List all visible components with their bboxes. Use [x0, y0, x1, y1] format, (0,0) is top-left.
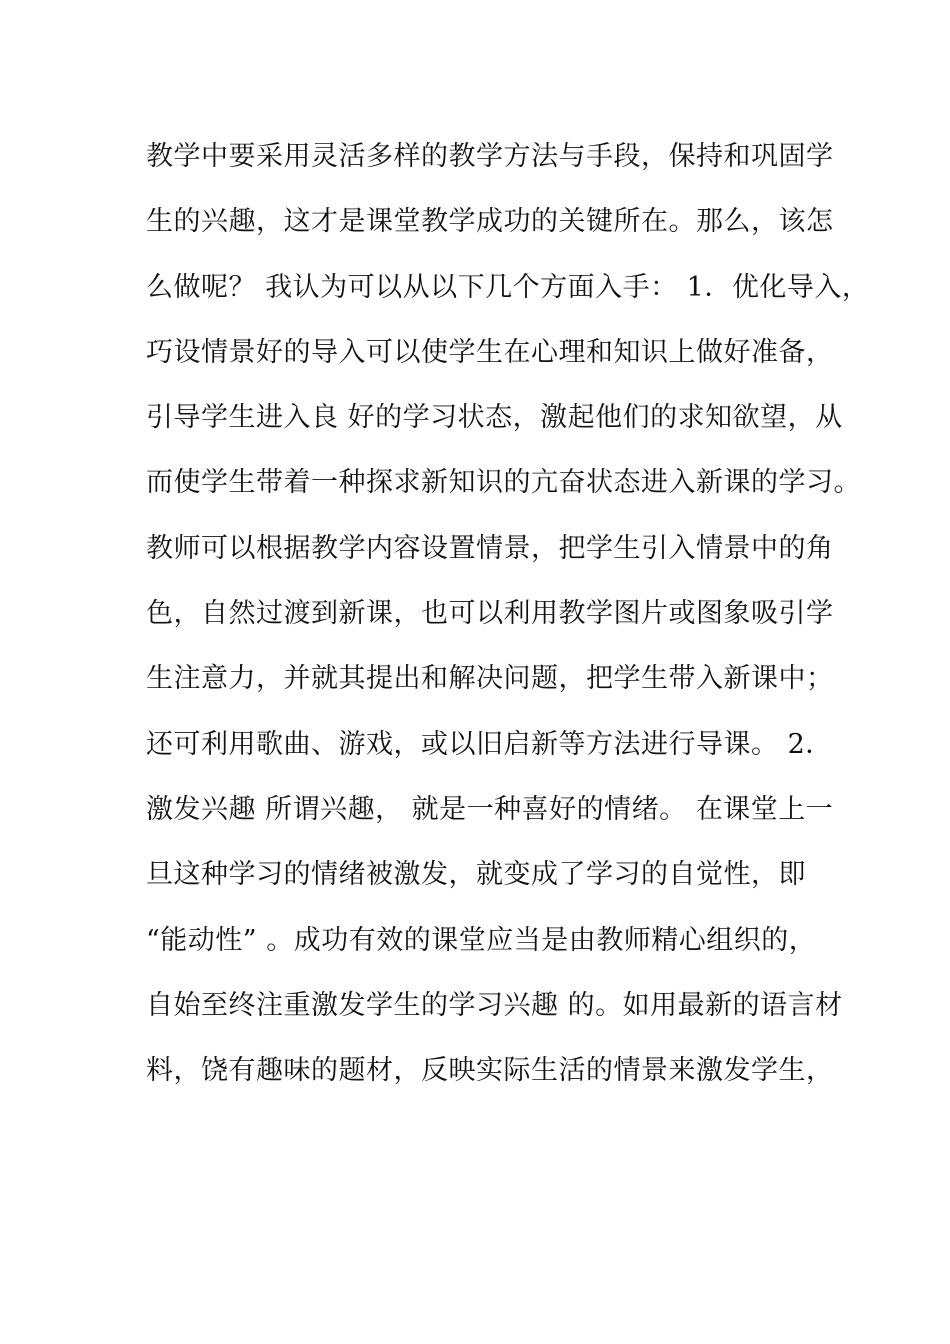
text-line: 教学中要采用灵活多样的教学方法与手段，保持和巩固学 [146, 141, 834, 172]
text-line: 教师可以根据教学内容设置情景，把学生引入情景中的角 [146, 532, 834, 564]
text-line: 色，自然过渡到新课，也可以利用教学图片或图象吸引学 [146, 598, 834, 630]
text-line: 引导学生进入良 好的学习状态，激起他们的求知欲望，从 [146, 402, 843, 434]
text-line: 而使学生带着一种探求新知识的亢奋状态进入新课的学习。 [146, 467, 861, 499]
text-line: 么做呢？ 我认为可以从以下几个方面入手： 1．优化导入， [146, 271, 870, 303]
text-line: 巧设情景好的导入可以使学生在心理和知识上做好准备， [146, 336, 834, 368]
text-line: 生的兴趣，这才是课堂教学成功的关键所在。那么，该怎 [146, 206, 834, 238]
text-line: 旦这种学习的情绪被激发，就变成了学习的自觉性，即 [146, 859, 806, 891]
text-line: “能动性” 。成功有效的课堂应当是由教师精心组织的， [146, 924, 817, 956]
text-line: 激发兴趣 所谓兴趣， 就是一种喜好的情绪。 在课堂上一 [146, 793, 834, 825]
text-line: 料，饶有趣味的题材，反映实际生活的情景来激发学生， [146, 1055, 834, 1087]
text-line: 生注意力，并就其提出和解决问题，把学生带入新课中； [146, 663, 834, 695]
text-line: 还可利用歌曲、游戏，或以旧启新等方法进行导课。 2． [146, 728, 833, 760]
text-line: 自始至终注重激发学生的学习兴趣 的。如用最新的语言材 [146, 989, 843, 1021]
body-text [146, 130, 870, 1109]
